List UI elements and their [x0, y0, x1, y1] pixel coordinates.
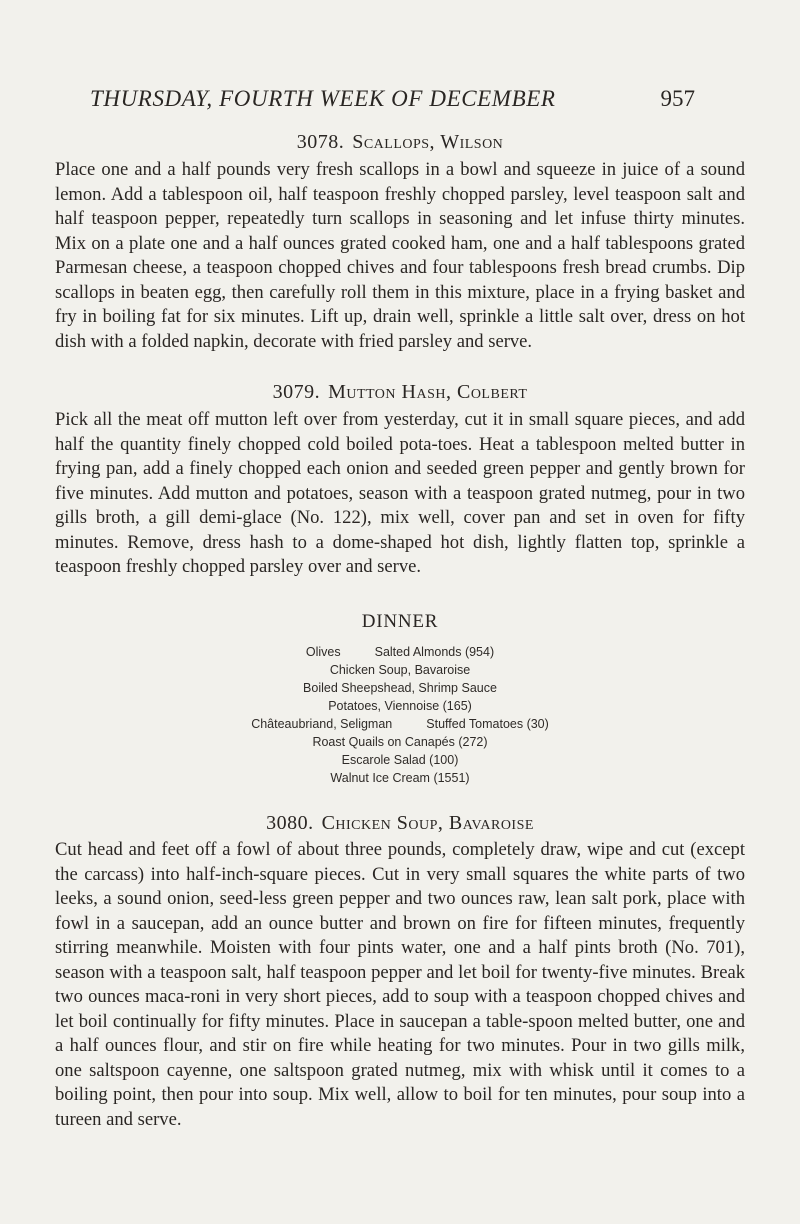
menu-item: Olives — [305, 645, 341, 659]
menu-line — [55, 643, 745, 661]
recipe-number: 3080. — [266, 812, 314, 834]
menu-item: Potatoes, Viennoise (165) — [328, 699, 472, 713]
menu-item: Escarole Salad (100) — [341, 753, 459, 767]
menu-item: Stuffed Tomatoes (30) — [426, 717, 549, 731]
recipe-title: Scallops, Wilson — [352, 131, 504, 153]
menu-item: Walnut Ice Cream (1551) — [330, 771, 470, 785]
menu-line — [55, 679, 745, 697]
recipe-title: Mutton Hash, Colbert — [328, 381, 528, 403]
menu-item: Salted Almonds (954) — [374, 645, 495, 659]
running-head — [90, 86, 695, 116]
page-number: 957 — [660, 86, 695, 111]
recipe-number: 3078. — [296, 131, 345, 153]
menu-item: Chicken Soup, Bavaroise — [329, 663, 471, 677]
menu-line — [55, 751, 745, 769]
dinner-menu — [55, 643, 745, 787]
menu-line — [55, 715, 745, 733]
dinner-heading: DINNER — [361, 611, 439, 632]
recipe-heading-3079 — [55, 381, 745, 404]
book-page — [55, 0, 745, 1224]
recipe-body-3080: Cut head and feet off a fowl of about three pounds, completely draw, wipe and cut (except the carcass) into half-inch-square pieces. Cut in very small squares the white parts of two leeks, a sound onion, seed-less green pepper and two ounces raw, lean salt pork, place with fowl in a saucepan, add an ounce butter and brown on fire for fifteen minutes, frequently stirring meanwhile. Moisten with four pints water, one and a half pints broth (No. 701), season with a teaspoon salt, half teaspoon pepper and let boil for twenty-five minutes. Break two ounces maca-roni in very short pieces, add to soup with a teaspoon chopped chives and let boil continually for fifty minutes. Place in saucepan a table-spoon melted butter, one and a half ounces flour, and stir on fire while heating for two minutes. Pour in two gills milk, one saltspoon cayenne, one saltspoon grated nutmeg, mix with whisk until it comes to a boiling point, then pour into soup. Mix well, allow to boil for ten minutes, pour soup into a tureen and serve. — [55, 839, 745, 1130]
recipe-heading-3080 — [55, 812, 745, 835]
menu-line — [55, 661, 745, 679]
recipe-number: 3079. — [272, 381, 321, 403]
menu-item: Roast Quails on Canapés (272) — [312, 735, 488, 749]
menu-line — [55, 733, 745, 751]
menu-item: Boiled Sheepshead, Shrimp Sauce — [303, 681, 497, 695]
menu-line — [55, 697, 745, 715]
recipe-body-3078: Place one and a half pounds very fresh scallops in a bowl and squeeze in juice of a sound lemon. Add a tablespoon oil, half teaspoon freshly chopped parsley, level teaspoon salt and half teaspoon pepper, repeatedly turn scallops in seasoning and let infuse thirty minutes. Mix on a plate one and a half ounces grated cooked ham, one and a half tablespoons grated Parmesan cheese, a teaspoon chopped chives and four tablespoons fresh bread crumbs. Dip scallops in beaten egg, then carefully roll them in this mixture, place in a frying basket and fry in boiling fat for six minutes. Lift up, drain well, sprinkle a little salt over, dress on hot dish with a folded napkin, decorate with fried parsley and serve. — [55, 159, 745, 352]
recipe-body-3079: Pick all the meat off mutton left over from yesterday, cut it in small square pieces, and add half the quantity finely chopped cold boiled pota-toes. Heat a tablespoon melted butter in frying pan, add a finely chopped each onion and seeded green pepper and gently brown for five minutes. Add mutton and potatoes, season with a teaspoon grated nutmeg, pour in two gills broth, a gill demi-glace (No. 122), mix well, cover pan and set in oven for fifty minutes. Remove, dress hash to a dome-shaped hot dish, lightly flatten top, sprinkle a teaspoon freshly chopped parsley over and serve. — [55, 409, 745, 577]
recipe-heading-3078 — [55, 131, 745, 154]
menu-item: Châteaubriand, Seligman — [251, 717, 393, 731]
recipe-title: Chicken Soup, Bavaroise — [321, 812, 534, 834]
menu-line — [55, 769, 745, 787]
running-title: THURSDAY, FOURTH WEEK OF DECEMBER — [90, 86, 556, 111]
